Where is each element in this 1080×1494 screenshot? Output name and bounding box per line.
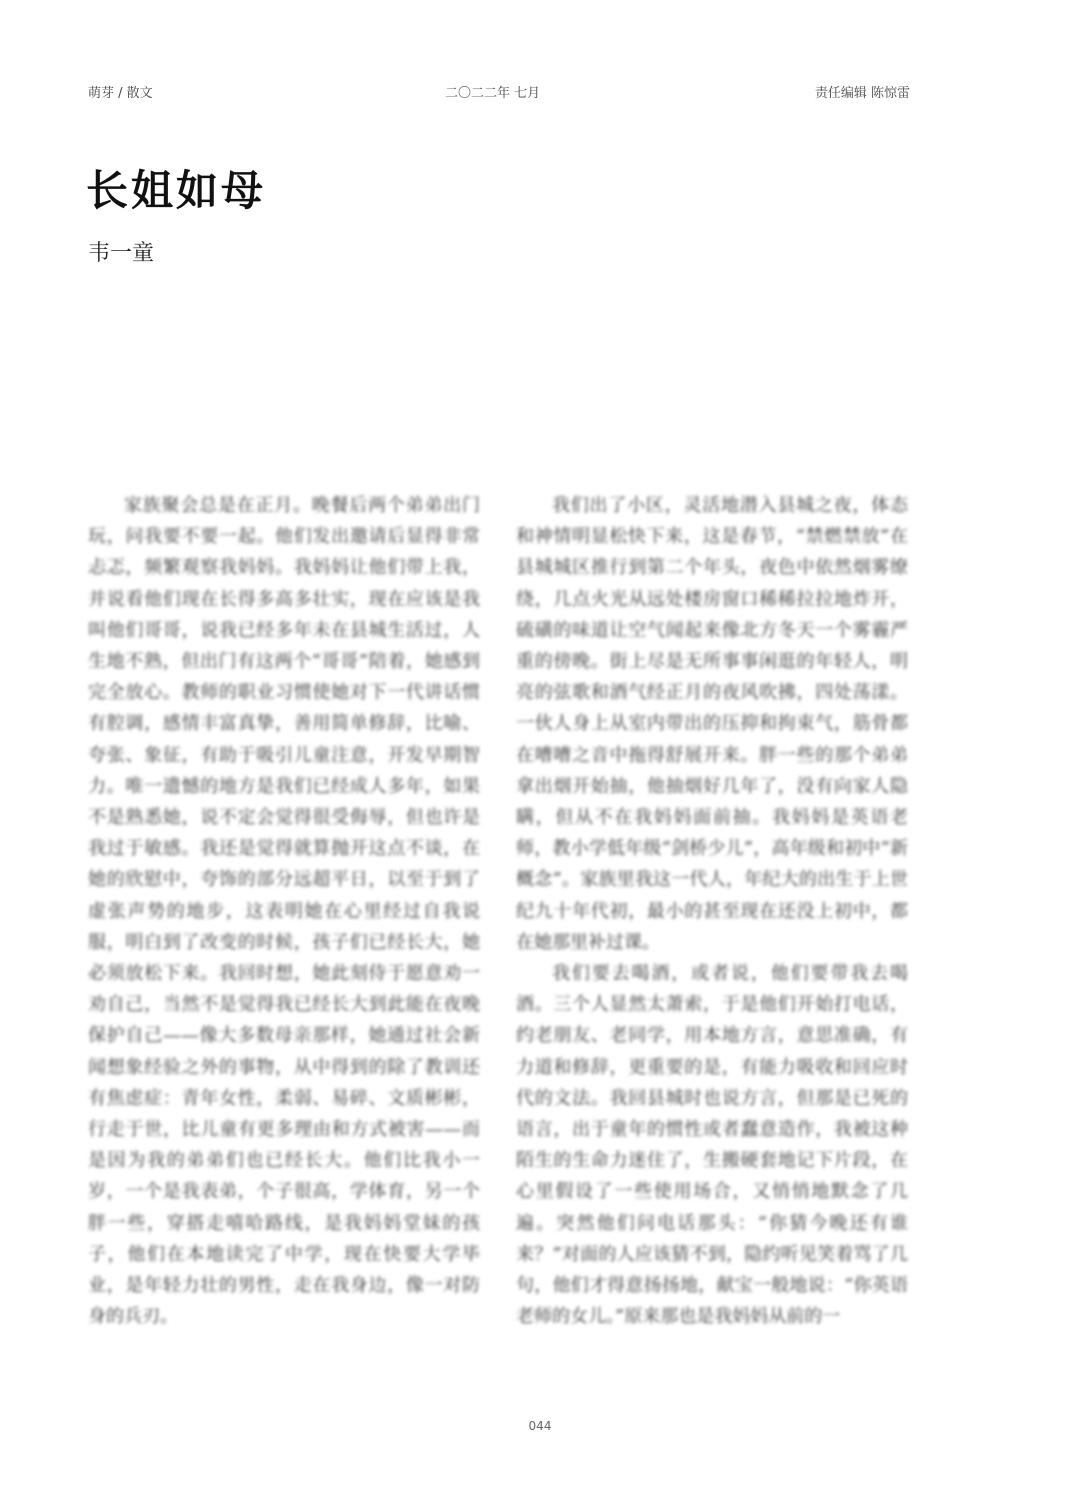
body-paragraph: 家族聚会总是在正月。晚餐后两个弟弟出门玩，问我要不要一起。他们发出邀请后显得非常忐忑，频繁观察我妈妈。我妈妈让他们带上我，并说看他们现在长得多高多壮实，现在应该是我叫他们哥哥，说我已经多年未在县城生活过，人生地不熟，但出门有这两个“哥哥”陪着，她感到完全放心。教师的职业习惯使她对下一代讲话惯有腔调，感情丰富真挚，善用简单修辞，比喻、夸张、象征，有助于吸引儿童注意，开发早期智力。唯一遗憾的地方是我们已经成人多年，如果不是熟悉她，说不定会觉得很受侮辱，但也许是我过于敏感。我还是觉得就算抛开这点不谈，在她的欣慰中，夸饰的部分远超平日，以至于到了虚张声势的地步，这表明她在心里经过自我说服，明白到了改变的时候，孩子们已经长大，她必须放松下来。我回时想，她此刻侍于愿意劝一劝自己，当然不是觉得我已经长大到此能在夜晚保护自己——像大多数母亲那样，她通过社会新闻想象经验之外的事物，从中得到的除了教训还有焦虑症：青年女性，柔弱、易碎、文质彬彬，行走于世，比儿童有更多理由和方式被害——而是因为我的弟弟们也已经长大。他们比我小一岁，一个是我表弟，个子很高，学体育，另一个胖一些，穿搭走嘻哈路线，是我妈妈堂妹的孩子，他们在本地读完了中学，现在快要大学毕业，是年轻力壮的男性，走在我身边，像一对防身的兵刃。 (88, 495, 480, 1328)
body-paragraph: 我们出了小区，灵活地潜入县城之夜，体态和神情明显松快下来，这是春节，“禁燃禁放”在县城城区推行到第二个年头，夜色中依然烟雾缭绕，几点火光从远处楼房窗口稀稀拉拉地炸开，硫磺的味道让空气闻起来像北方冬天一个雾霾严重的傍晚。街上尽是无所事事闲逛的年轻人，明亮的弦歌和酒气经正月的夜风吹拂，四处荡漾。一伙人身上从室内带出的压抑和拘束气，筋骨都在嘈嘈之音中拖得舒展开来。胖一些的那个弟弟拿出烟开始抽，他抽烟好几年了，没有向家人隐瞒，但从不在我妈妈面前抽。我妈妈是英语老师，教小学低年级“剑桥少儿”，高年级和初中“新概念”。家族里我这一代人，年纪大的出生于上世纪九十年代初，最小的甚至现在还没上初中，都在她那里补过课。 (516, 495, 908, 953)
running-header (88, 82, 910, 104)
article-title: 长姐如母 (86, 166, 267, 215)
issue-date: 二〇二二年 七月 (445, 86, 541, 101)
body-column-left (88, 490, 480, 1332)
section-label: 萌芽 / 散文 (88, 86, 153, 101)
page-number: 044 (528, 1419, 552, 1433)
body-paragraph: 我们要去喝酒，或者说，他们要带我去喝酒。三个人显然太萧索，于是他们开始打电话，约老朋友、老同学，用本地方言，意思准确，有力道和修辞，更重要的是，有能力吸收和回应时代的文法。我回县城时也说方言，但那是已死的语言，出于童年的惯性或者蠢意造作，我被这种陌生的生命力迷住了，生搬硬套地记下片段，在心里假设了一些使用场合，又悄悄地默念了几遍。突然他们问电话那头：“你猜今晚还有谁来？”对面的人应该猜不到，隐约听见笑着骂了几句，他们才得意扬扬地，献宝一般地说：“你英语老师的女儿。”原来那也是我妈妈从前的一 (516, 963, 908, 1328)
article-author: 韦一童 (88, 241, 155, 266)
body-column-right (516, 490, 908, 1332)
editor-credit: 责任编辑 陈惊雷 (814, 86, 910, 101)
